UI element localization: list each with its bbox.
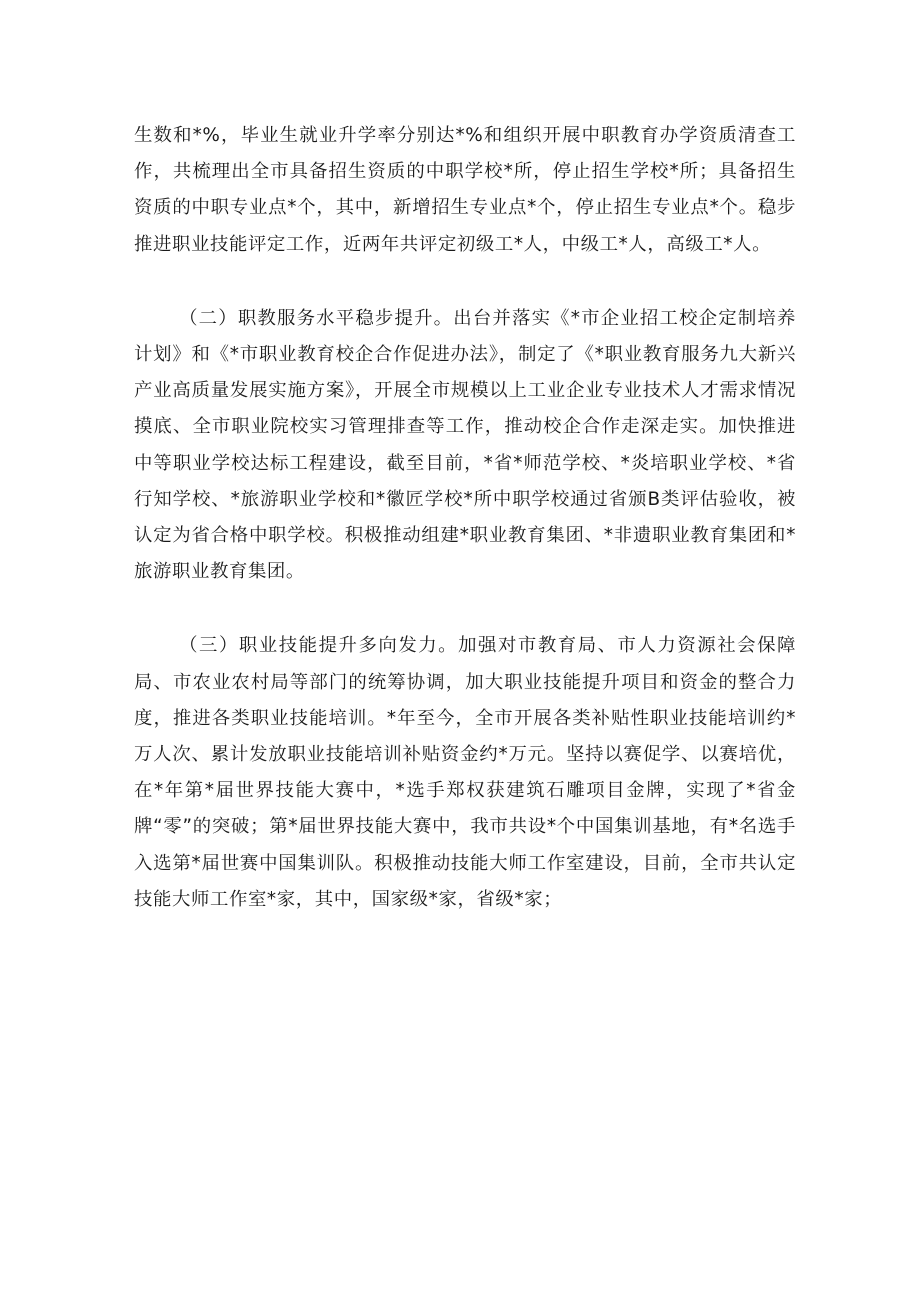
paragraph-section-3: （三）职业技能提升多向发力。加强对市教育局、市人力资源社会保障局、市农业农村局等部门的统筹协调，加大职业技能提升项目和资金的整合力度，推进各类职业技能培训。*年至今，全市开展各类补贴性职业技能培训约*万人次、累计发放职业技能培训补贴资金约*万元。坚持以赛促学、以赛培优，在*年第*届世界技能大赛中，*选手郑权获建筑石雕项目金牌，实现了*省金牌“零”的突破；第*届世界技能大赛中，我市共设*个中国集训基地，有*名选手入选第*届世赛中国集训队。积极推动技能大师工作室建设，目前，全市共认定技能大师工作室*家，其中，国家级*家，省级*家； <box>134 635 796 910</box>
paragraph-continuation: 生数和*%，毕业生就业升学率分别达*%和组织开展中职教育办学资质清查工作，共梳理出全市具备招生资质的中职学校*所，停止招生学校*所；具备招生资质的中职专业点*个，其中，新增招生专业点*个，停止招生专业点*个。稳步推进职业技能评定工作，近两年共评定初级工*人，中级工*人，高级工*人。 <box>134 125 796 255</box>
paragraph-section-2: （二）职教服务水平稳步提升。出台并落实《*市企业招工校企定制培养计划》和《*市职业教育校企合作促进办法》，制定了《*职业教育服务九大新兴产业高质量发展实施方案》，开展全市规模以上工业企业专业技术人才需求情况摸底、全市职业院校实习管理排查等工作，推动校企合作走深走实。加快推进中等职业学校达标工程建设，截至目前，*省*师范学校、*炎培职业学校、*省行知学校、*旅游职业学校和*徽匠学校*所中职学校通过省颁B类评估验收，被认定为省合格中职学校。积极推动组建*职业教育集团、*非遗职业教育集团和*旅游职业教育集团。 <box>134 307 796 583</box>
